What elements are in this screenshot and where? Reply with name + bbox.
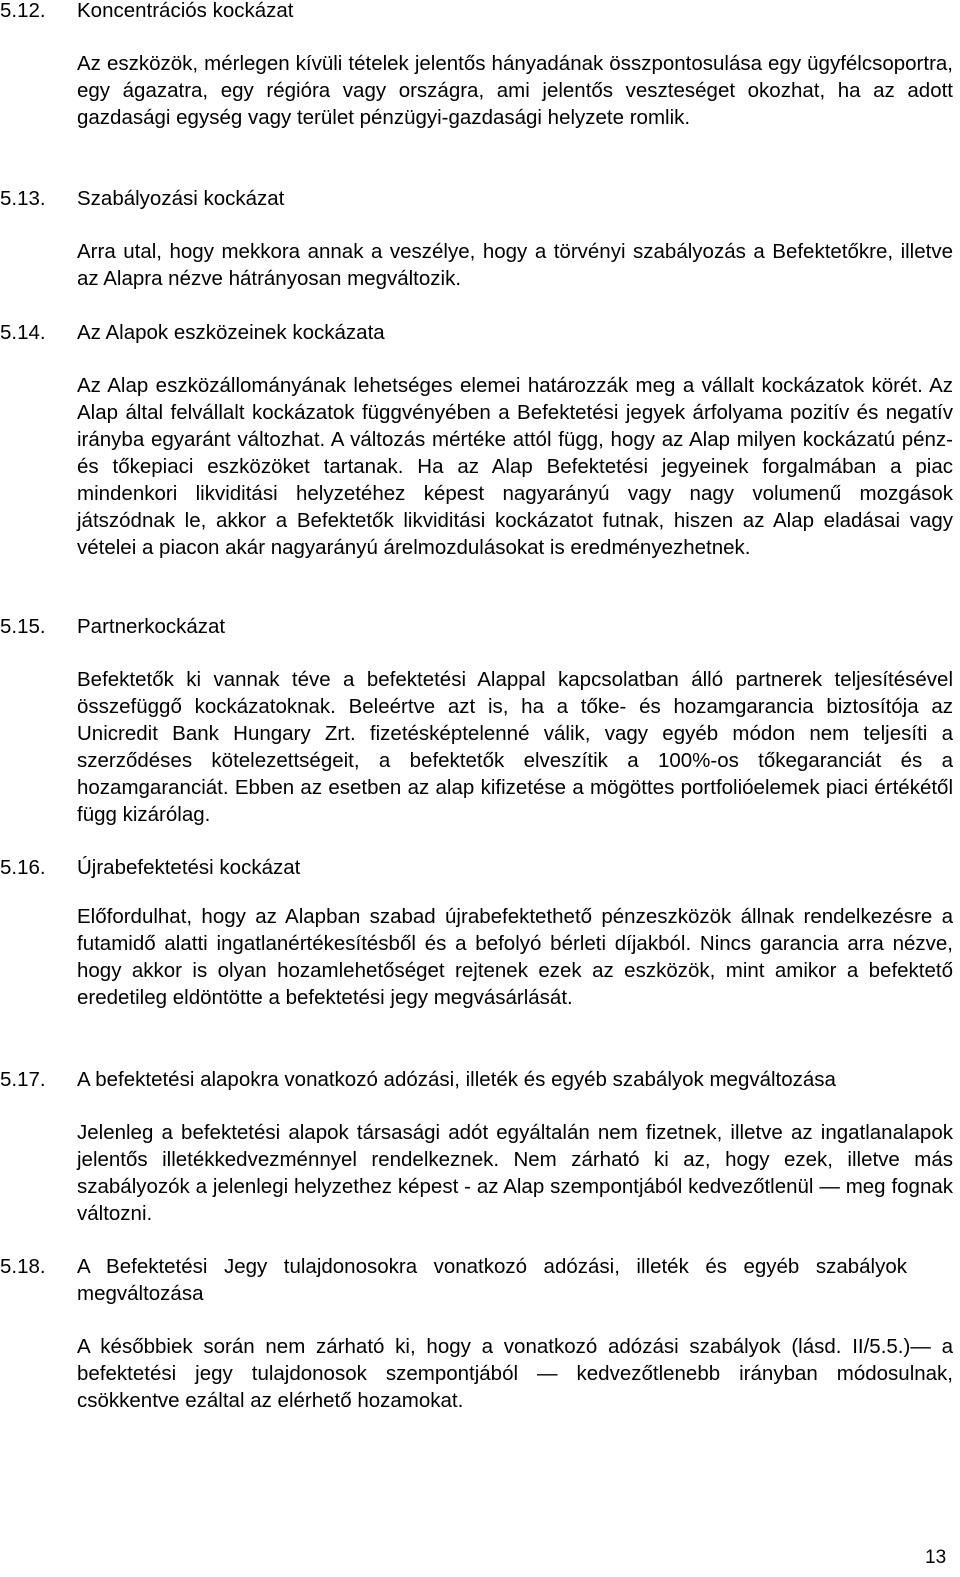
section-number: 5.16. <box>0 856 46 879</box>
section-heading-5-12 <box>0 0 955 24</box>
section-number: 5.13. <box>0 187 46 210</box>
section-title: A befektetési alapokra vonatkozó adózási, illeték és egyéb szabályok megváltozása <box>77 1068 836 1091</box>
section-number: 5.18. <box>0 1255 46 1278</box>
section-number: 5.17. <box>0 1068 46 1091</box>
section-heading-5-13 <box>0 185 955 212</box>
section-paragraph: Jelenleg a befektetési alapok társasági adót egyáltalán nem fizetnek, illetve az ingatlanalapok jelentős illetékkedvezménnyel rendelkeznek. Nem zárható ki az, hogy ezek, illetve más szabályozók a jelenlegi helyzethez képest - az Alap szempontjából kedvezőtlenül — meg fognak változni. <box>77 1121 953 1225</box>
section-title: Koncentrációs kockázat <box>77 0 294 22</box>
section-title: Újrabefektetési kockázat <box>77 856 301 879</box>
section-paragraph: Előfordulhat, hogy az Alapban szabad újrabefektethető pénzeszközök állnak rendelkezésre a futamidő alatti ingatlanértékesítésből és a befolyó bérleti díjakból. Nincs garancia arra nézve, hogy akkor is olyan hozamlehetőséget rejtenek ezek az eszközök, mint amikor a befektető eredetileg eldöntötte a befektetési jegy megvásárlását. <box>77 905 953 1009</box>
section-title: Partnerkockázat <box>77 615 226 638</box>
section-paragraph: Az eszközök, mérlegen kívüli tételek jelentős hányadának összpontosulása egy ügyfélcsoportra, egy ágazatra, egy régióra vagy országra, ami jelentős veszteséget okozhat, ha az adott gazdasági egység vagy terület pénzügyi-gazdasági helyzete romlik. <box>77 52 953 129</box>
section-number: 5.12. <box>0 0 46 22</box>
section-title: A Befektetési Jegy tulajdonosokra vonatkozó adózási, illeték és egyéb szabályok megváltozása <box>77 1255 907 1305</box>
section-paragraph: Befektetők ki vannak téve a befektetési Alappal kapcsolatban álló partnerek teljesítésével összefüggő kockázatoknak. Beleértve azt is, ha a tőke- és hozamgarancia biztosítója az Unicredit Bank Hungary Zrt. fizetésképtelenné válik, vagy egyéb módon nem teljesíti a szerződéses kötelezettségeit, a befektetők elveszítik a 100%-os tőkegaranciát és a hozamgaranciát. Ebben az esetben az alap kifizetése a mögöttes portfolióelemek piaci értékétől függ kizárólag. <box>77 668 953 826</box>
section-heading-5-18 <box>0 1253 955 1307</box>
section-heading-5-17 <box>0 1066 955 1093</box>
section-number: 5.15. <box>0 615 46 638</box>
section-paragraph: Arra utal, hogy mekkora annak a veszélye, hogy a törvényi szabályozás a Befektetőkre, illetve az Alapra nézve hátrányosan megváltozik. <box>77 240 953 290</box>
section-heading-5-16 <box>0 854 955 881</box>
section-title: Szabályozási kockázat <box>77 187 285 210</box>
page-number: 13 <box>925 1547 947 1568</box>
section-heading-5-15 <box>0 613 955 640</box>
section-heading-5-14 <box>0 319 955 346</box>
section-title: Az Alapok eszközeinek kockázata <box>77 321 385 344</box>
section-paragraph: Az Alap eszközállományának lehetséges elemei határozzák meg a vállalt kockázatok körét. Az Alap által felvállalt kockázatok függvényében a Befektetési jegyek árfolyama pozitív és negatív irányba egyaránt változhat. A változás mértéke attól függ, hogy az Alap milyen kockázatú pénz- és tőkepiaci eszközöket tartanak. Ha az Alap Befektetési jegyeinek forgalmában a piac mindenkori likviditási helyzetéhez képest nagyarányú vagy nagy volumenű mozgások játszódnak le, akkor a Befektetők likviditási kockázatot futnak, hiszen az Alap eladásai vagy vételei a piacon akár nagyarányú árelmozdulásokat is eredményezhetnek. <box>77 374 953 559</box>
section-number: 5.14. <box>0 321 46 344</box>
section-paragraph: A későbbiek során nem zárható ki, hogy a vonatkozó adózási szabályok (lásd. II/5.5.)— a befektetési jegy tulajdonosok szempontjából — kedvezőtlenebb irányban módosulnak, csökkentve ezáltal az elérhető hozamokat. <box>77 1335 953 1412</box>
